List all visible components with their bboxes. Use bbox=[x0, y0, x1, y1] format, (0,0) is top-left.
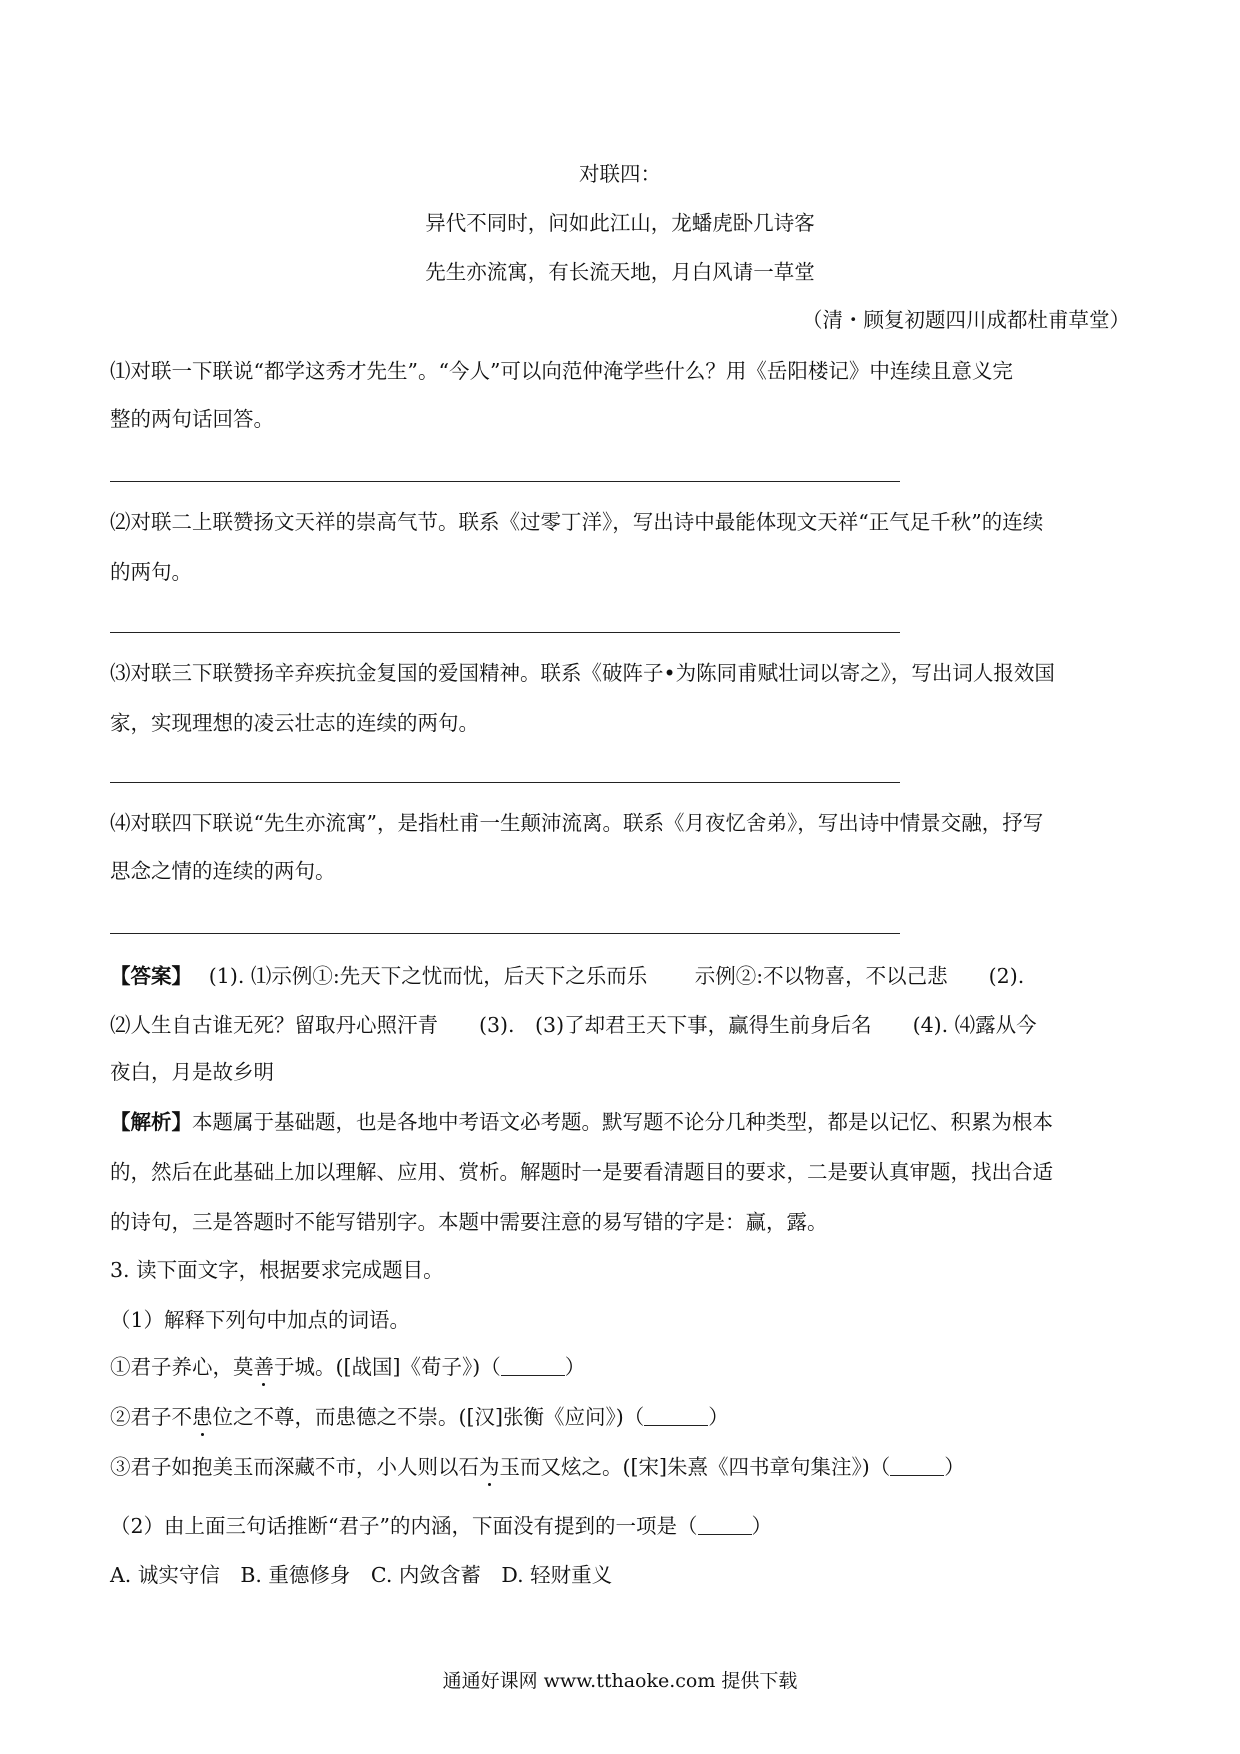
question-1-line-1: ⑴对联一下联说“都学这秀才先生”。“今人”可以向范仲淹学些什么？用《岳阳楼记》中连续且意义完 bbox=[110, 359, 1013, 383]
answer-line-3: 夜白，月是故乡明 bbox=[110, 1060, 274, 1084]
analysis-line-3: 的诗句，三是答题时不能写错别字。本题中需要注意的易写错的字是：赢，露。 bbox=[110, 1210, 828, 1234]
sentence-2 bbox=[110, 1403, 729, 1431]
sub-question-1: （1）解释下列句中加点的词语。 bbox=[110, 1308, 411, 1332]
sentence-1-part-a: ①君子养心，莫 bbox=[110, 1355, 254, 1379]
sentence-3-part-a: ③君子如抱美玉而深藏不市，小人则以石 bbox=[110, 1455, 479, 1479]
couplet-line-2: 先生亦流寓，有长流天地，月白风请一草堂 bbox=[425, 260, 815, 284]
question-3-intro: 3. 读下面文字，根据要求完成题目。 bbox=[110, 1258, 444, 1282]
analysis-line-2: 的，然后在此基础上加以理解、应用、赏析。解题时一是要看清题目的要求，二是要认真审题，找出合适 bbox=[110, 1160, 1053, 1184]
question-1-line-2: 整的两句话回答。 bbox=[110, 407, 274, 431]
sentence-2-end: ） bbox=[708, 1405, 729, 1429]
question-3-line-1: ⑶对联三下联赞扬辛弃疾抗金复国的爱国精神。联系《破阵子•为陈同甫赋壮词以寄之》，写出词人报效国 bbox=[110, 661, 1055, 685]
question-2-line-1: ⑵对联二上联赞扬文天祥的崇高气节。联系《过零丁洋》，写出诗中最能体现文天祥“正气足千秋”的连续 bbox=[110, 510, 1044, 534]
sentence-2-part-b: 位之不尊，而患德之不崇。([汉]张衡《应问》)（ bbox=[212, 1405, 645, 1429]
sentence-3 bbox=[110, 1453, 965, 1481]
fill-blank-3[interactable] bbox=[890, 1457, 944, 1476]
question-4-line-1: ⑷对联四下联说“先生亦流寓”，是指杜甫一生颠沛流离。联系《月夜忆舍弟》，写出诗中情景交融，抒写 bbox=[110, 811, 1044, 835]
dotted-word-2: 患 bbox=[192, 1405, 213, 1429]
answer-line-2: ⑵人生自古谁无死？留取丹心照汗青 (3). (3)了却君王天下事，赢得生前身后名 (4). ⑷露从今 bbox=[110, 1013, 1037, 1037]
sub-question-2-end: ） bbox=[751, 1514, 773, 1538]
answer-blank-3[interactable] bbox=[110, 782, 900, 783]
answer-options: A. 诚实守信 B. 重德修身 C. 内敛含蓄 D. 轻财重义 bbox=[110, 1563, 613, 1587]
analysis-label: 【解析】 bbox=[110, 1110, 192, 1134]
question-3-line-2: 家，实现理想的凌云壮志的连续的两句。 bbox=[110, 711, 479, 735]
question-4-line-2: 思念之情的连续的两句。 bbox=[110, 859, 336, 883]
sentence-3-end: ） bbox=[944, 1455, 965, 1479]
dotted-word-3: 为 bbox=[479, 1455, 500, 1479]
page-footer: 通通好课网 www.tthaoke.com 提供下载 bbox=[442, 1670, 798, 1692]
answer-label: 【答案】 bbox=[110, 964, 182, 988]
sentence-2-part-a: ②君子不 bbox=[110, 1405, 192, 1429]
sentence-3-part-b: 玉而又炫之。([宋]朱熹《四书章句集注》)（ bbox=[499, 1455, 891, 1479]
sentence-1-part-b: 于城。([战国]《荀子》)（ bbox=[274, 1355, 501, 1379]
fill-blank-1[interactable] bbox=[501, 1357, 565, 1376]
couplet-source: （清・顾复初题四川成都杜甫草堂） bbox=[802, 308, 1130, 332]
sub-question-2-text: （2）由上面三句话推断“君子”的内涵，下面没有提到的一项是（ bbox=[110, 1514, 698, 1538]
sentence-1 bbox=[110, 1353, 585, 1381]
answer-line-1 bbox=[110, 962, 1024, 990]
couplet-line-1: 异代不同时，问如此江山，龙蟠虎卧几诗客 bbox=[425, 211, 815, 235]
answer-text-1: (1). ⑴示例①:先天下之忧而忧，后天下之乐而乐 示例②:不以物喜，不以己悲 (2). bbox=[208, 964, 1025, 988]
answer-blank-4[interactable] bbox=[110, 933, 900, 934]
dotted-word-1: 善 bbox=[253, 1355, 274, 1379]
sub-question-2 bbox=[110, 1512, 772, 1540]
couplet-title: 对联四： bbox=[579, 162, 661, 186]
answer-blank-1[interactable] bbox=[110, 481, 900, 482]
analysis-text-1: 本题属于基础题，也是各地中考语文必考题。默写题不论分几种类型，都是以记忆、积累为根本 bbox=[192, 1110, 1053, 1134]
analysis-line-1 bbox=[110, 1108, 1053, 1136]
answer-blank-2[interactable] bbox=[110, 632, 900, 633]
question-2-line-2: 的两句。 bbox=[110, 560, 192, 584]
sentence-1-end: ） bbox=[564, 1355, 586, 1379]
fill-blank-4[interactable] bbox=[698, 1516, 752, 1535]
fill-blank-2[interactable] bbox=[644, 1407, 708, 1426]
